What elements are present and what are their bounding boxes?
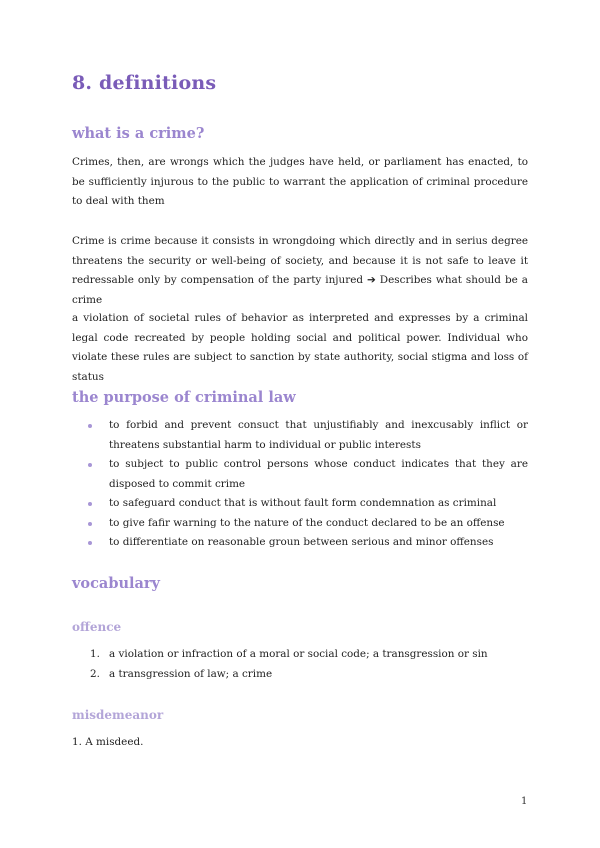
- bullet-icon: [88, 424, 92, 428]
- misdemeanor-definition: 1. A misdeed.: [72, 736, 144, 748]
- bullet-icon: [88, 463, 92, 467]
- list-item: [72, 645, 528, 665]
- term-heading-offence: offence: [72, 620, 122, 634]
- bullet-icon: [88, 541, 92, 545]
- purpose-list: [72, 416, 528, 553]
- list-item: [72, 494, 528, 514]
- list-item-text: a violation or infraction of a moral or social code; a transgression or sin: [109, 648, 488, 660]
- list-item-text: to forbid and prevent consuct that unjustifiably and inexcusably inflict or threatens substantial harm to individual or public interests: [109, 419, 528, 451]
- bullet-icon: [88, 502, 92, 506]
- list-number: 1.: [90, 648, 100, 660]
- page-number: 1: [521, 796, 528, 807]
- list-item-text: to subject to public control persons whose conduct indicates that they are disposed to commit crime: [109, 458, 528, 490]
- section-heading-purpose: the purpose of criminal law: [72, 389, 296, 406]
- list-item: [72, 533, 528, 553]
- section-heading-what-is-a-crime: what is a crime?: [72, 125, 205, 142]
- list-item-text: to safeguard conduct that is without fault form condemnation as criminal: [109, 497, 497, 509]
- crime-paragraph-3: a violation of societal rules of behavior as interpreted and expresses by a criminal legal code recreated by people holding social and political power. Individual who violate these rules are subject to sanction by state authority, social stigma and loss of status: [72, 312, 528, 383]
- crime-paragraph-1: Crimes, then, are wrongs which the judges have held, or parliament has enacted, to be sufficiently injurous to the public to warrant the application of criminal procedure to deal with them: [72, 156, 528, 207]
- bullet-icon: [88, 522, 92, 526]
- list-item-text: to give fafir warning to the nature of the conduct declared to be an offense: [109, 516, 505, 529]
- section-heading-vocabulary: vocabulary: [72, 575, 160, 592]
- list-item: [72, 665, 528, 685]
- list-item-text: to differentiate on reasonable groun between serious and minor offenses: [109, 536, 494, 548]
- term-heading-misdemeanor: misdemeanor: [72, 708, 164, 722]
- offence-definitions: [72, 645, 528, 684]
- list-item: [72, 416, 528, 455]
- list-number: 2.: [90, 667, 100, 680]
- page-title: 8. definitions: [72, 72, 217, 94]
- list-item-text: a transgression of law; a crime: [109, 667, 273, 680]
- crime-paragraph-2: Crime is crime because it consists in wrongdoing which directly and in serius degree threatens the security or well-being of society, and because it is not safe to leave it redressable only by compensation of the party injured ➔ Describes what should be a crime: [72, 235, 528, 306]
- list-item: [72, 514, 528, 534]
- list-item: [72, 455, 528, 494]
